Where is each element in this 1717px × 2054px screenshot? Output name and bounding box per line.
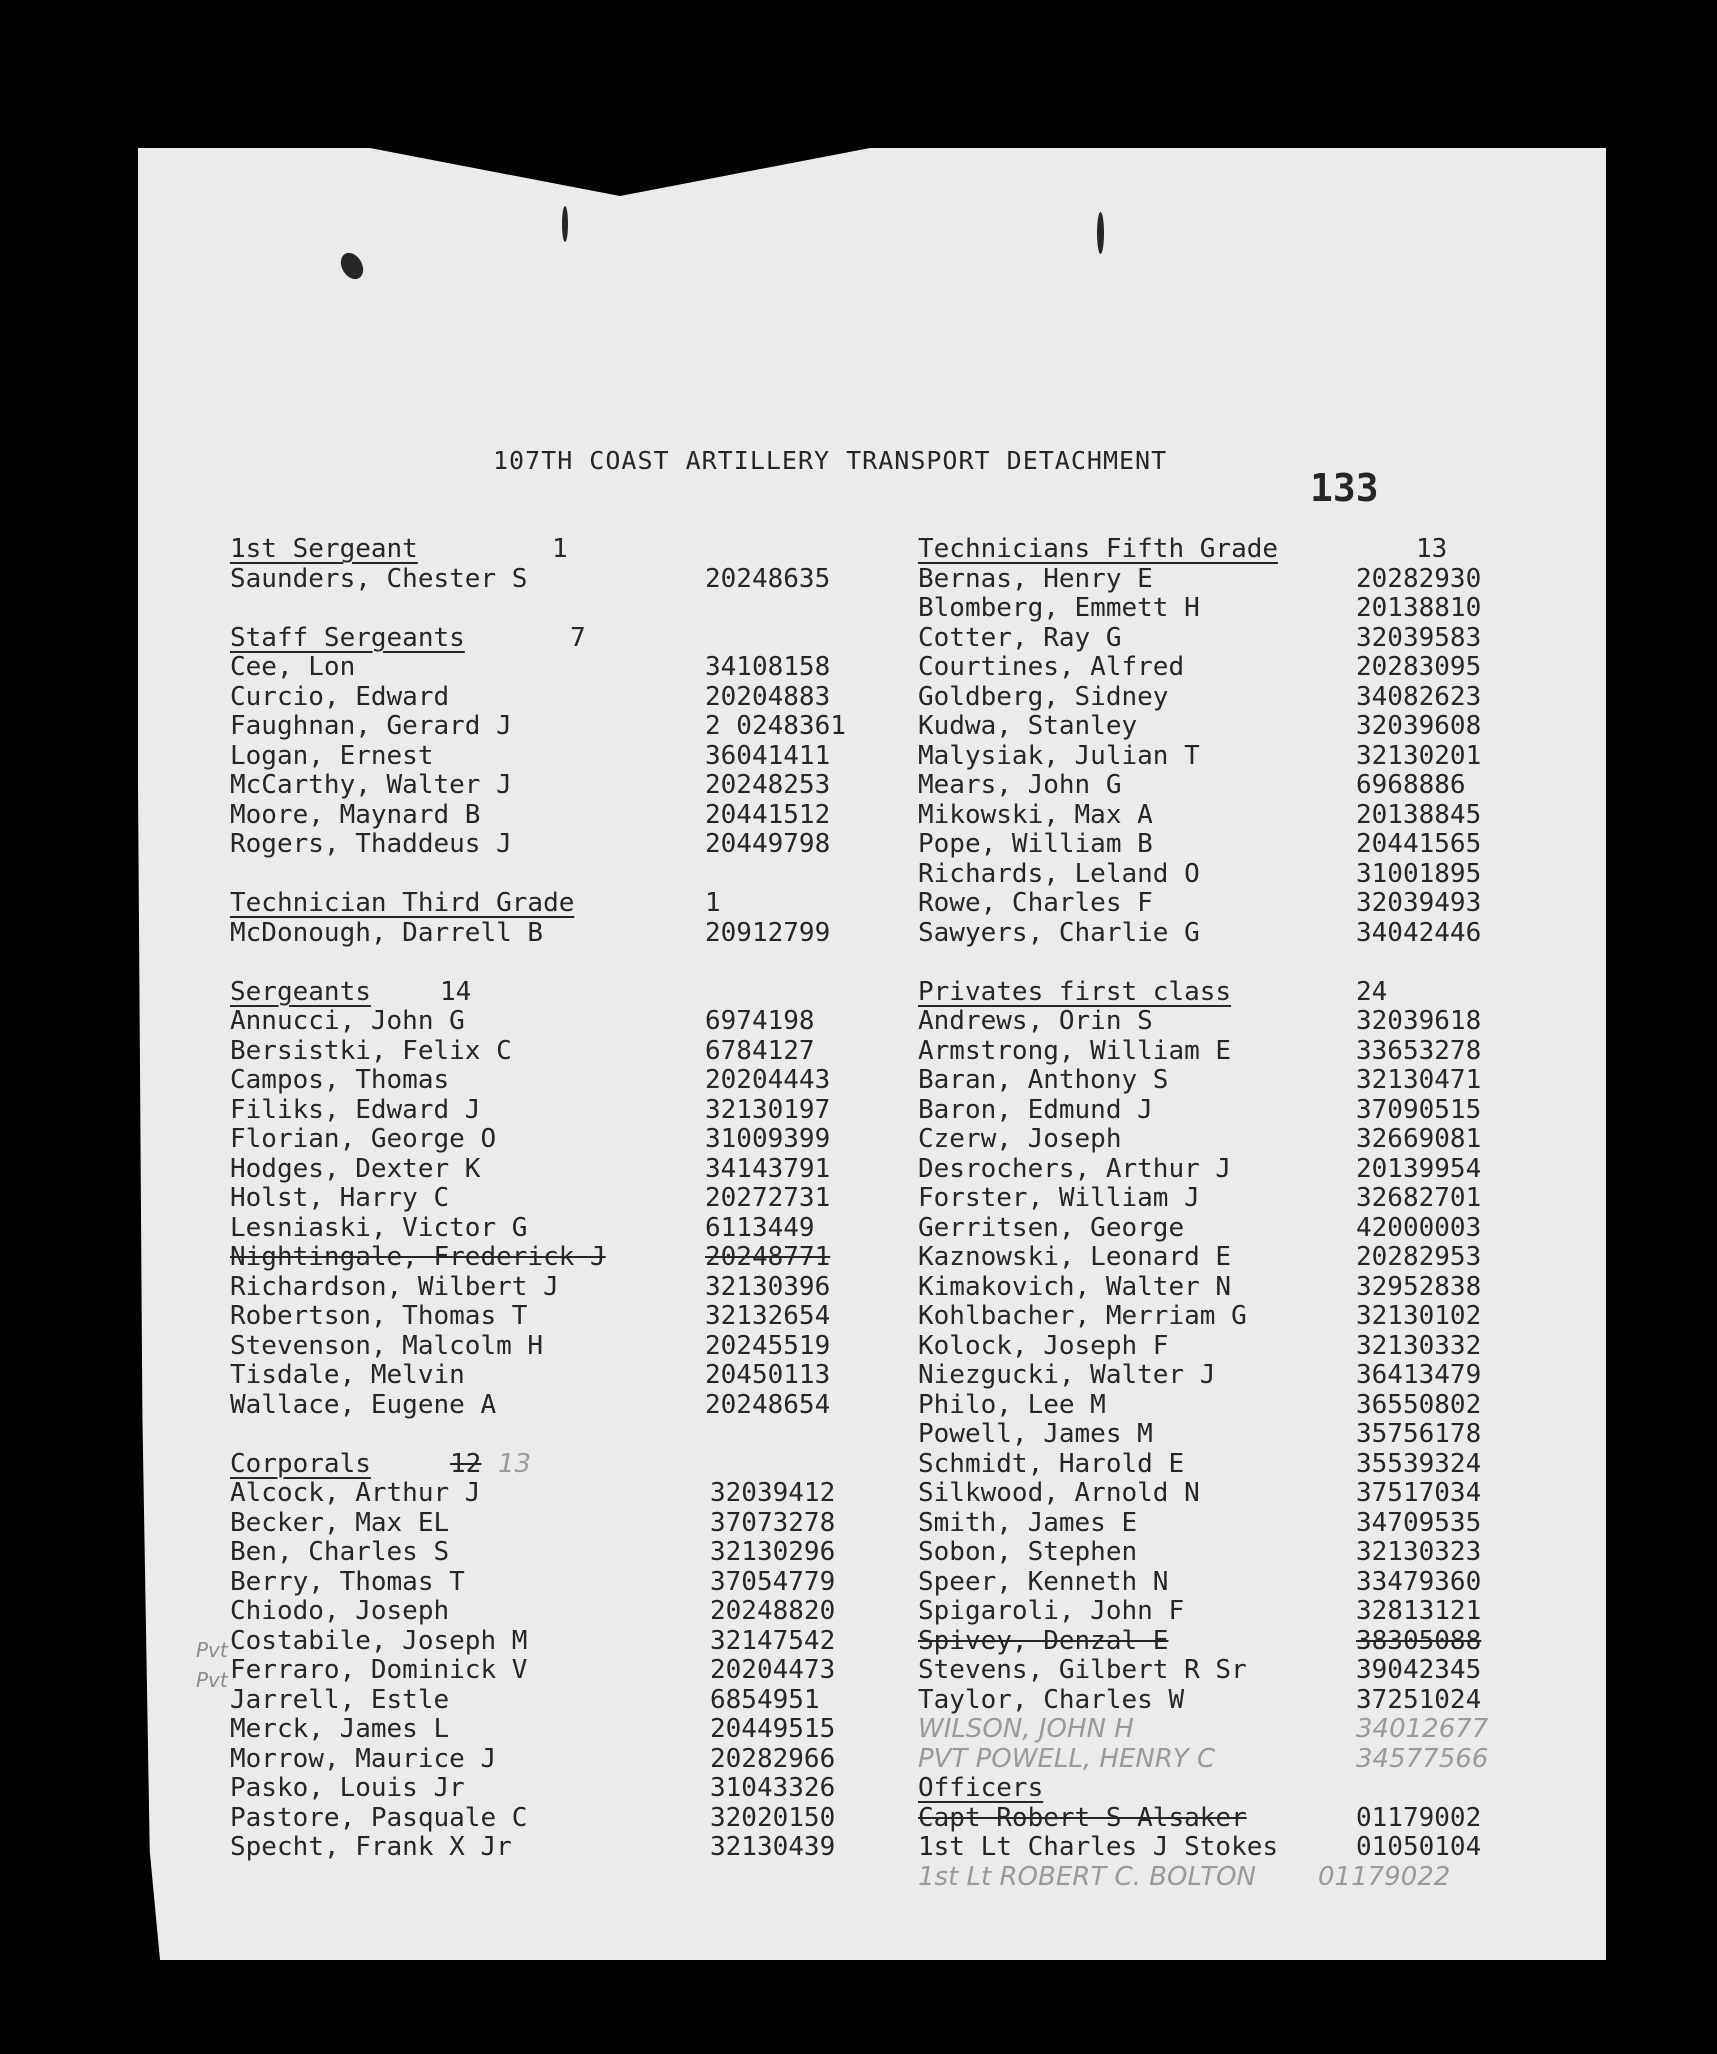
list-item [918,653,1568,683]
serial-number: 32147542 [710,1625,836,1656]
section-title: Technicians Fifth Grade [918,534,1279,564]
list-item [230,1656,890,1686]
list-item [230,1096,890,1126]
serial-number: 31009399 [705,1124,831,1154]
name: Filiks, Edward J [230,1094,481,1125]
list-item [918,1125,1568,1155]
section-heading [918,1774,1568,1804]
name: Hodges, Dexter K [230,1153,481,1184]
serial-number: 31043326 [710,1773,836,1803]
serial-number: 20449515 [710,1714,836,1744]
name: Speer, Kenneth N [918,1566,1169,1597]
list-item [918,1214,1568,1244]
serial-number: 36413479 [1356,1360,1482,1390]
name: Cee, Lon [230,652,356,682]
serial-number: 32813121 [1356,1596,1482,1626]
ink-mark [1097,212,1104,254]
list-item [230,830,890,860]
list-item [230,1597,890,1627]
name: Silkwood, Arnold N [918,1478,1200,1508]
list-item [918,1627,1568,1657]
serial-number: 34577566 [1356,1743,1489,1774]
serial-number: 32130471 [1356,1065,1482,1095]
name: Cotter, Ray G [918,622,1122,653]
list-item [918,1391,1568,1421]
list-item [918,565,1568,595]
name: PVT POWELL, HENRY C [918,1743,1216,1774]
serial-number: 39042345 [1356,1655,1482,1685]
list-item [230,771,890,801]
name: Logan, Ernest [230,740,434,771]
name: Berry, Thomas T [230,1566,465,1597]
name: Andrews, Orin S [918,1006,1153,1036]
name: Mears, John G [918,770,1122,800]
name: Annucci, John G [230,1006,465,1036]
name: McDonough, Darrell B [230,917,544,948]
serial-number: 37073278 [710,1507,836,1538]
section-heading [230,624,890,654]
list-item [918,594,1568,624]
handwritten-entry [918,1745,1568,1775]
serial-number: 20138845 [1356,799,1482,830]
section-heading [230,1450,890,1480]
name: McCarthy, Walter J [230,770,512,800]
section-title: Officers [918,1773,1044,1803]
serial-number: 20248635 [705,563,831,594]
name: Ferraro, Dominick V [230,1655,528,1685]
name: Smith, James E [918,1507,1138,1538]
list-item [918,712,1568,742]
serial-number: 34012677 [1356,1714,1489,1744]
list-item [918,1007,1568,1037]
section-count: 24 [1356,976,1388,1007]
serial-number: 32130323 [1356,1537,1482,1567]
serial-number: 32039493 [1356,888,1482,918]
section-count: 14 [440,976,472,1007]
name: Jarrell, Estle [230,1684,450,1715]
list-item [230,1332,890,1362]
section-count: 7 [570,622,586,653]
name: Kaznowski, Leonard E [918,1242,1232,1272]
name: Morrow, Maurice J [230,1743,497,1774]
serial-number: 6974198 [705,1006,815,1036]
list-item [918,771,1568,801]
pvt-note: Pvt [196,1638,228,1662]
serial-number: 6784127 [705,1035,815,1066]
section-heading [918,978,1568,1008]
name: Niezgucki, Walter J [918,1360,1216,1390]
list-item [230,801,890,831]
name: Robertson, Thomas T [230,1301,528,1331]
list-item [918,1361,1568,1391]
name: 1st Lt Charles J Stokes [918,1832,1279,1862]
serial-number: 20248253 [705,770,831,800]
spacer [230,948,890,978]
serial-number: 01179022 [1318,1861,1451,1892]
list-item [918,624,1568,654]
name: Tisdale, Melvin [230,1360,465,1390]
serial-number: 32039618 [1356,1006,1482,1036]
serial-number: 32039412 [710,1478,836,1508]
name: Holst, Harry C [230,1183,450,1213]
spacer [918,948,1568,978]
name: WILSON, JOHN H [918,1714,1134,1744]
serial-number: 37517034 [1356,1478,1482,1508]
spacer [230,1420,890,1450]
serial-number: 20282930 [1356,563,1482,594]
name: Florian, George O [230,1124,497,1154]
pvt-note: Pvt [196,1668,228,1692]
list-item [918,1686,1568,1716]
name: Capt Robert S Alsaker [918,1802,1247,1833]
serial-number: 32130396 [705,1271,831,1302]
serial-number: 34709535 [1356,1507,1482,1538]
list-item [230,1273,890,1303]
serial-number: 20449798 [705,829,831,859]
name: Costabile, Joseph M [230,1625,528,1656]
list-item [230,1774,890,1804]
ink-mark [562,206,568,242]
list-item [918,1273,1568,1303]
serial-number: 32020150 [710,1802,836,1833]
list-item [230,1184,890,1214]
list-item [230,1833,890,1863]
section-count: 1 [552,534,568,564]
section-count: 1 [705,888,721,918]
list-item [918,1833,1568,1863]
list-item [918,1037,1568,1067]
name: Campos, Thomas [230,1065,450,1095]
serial-number: 37054779 [710,1566,836,1597]
serial-number: 35756178 [1356,1419,1482,1449]
handwritten-entry [918,1715,1568,1745]
list-item [230,712,890,742]
serial-number: 32130201 [1356,740,1482,771]
list-item [918,1479,1568,1509]
serial-number: 37251024 [1356,1684,1482,1715]
spacer [230,594,890,624]
name: Desrochers, Arthur J [918,1153,1232,1184]
name: Philo, Lee M [918,1389,1106,1420]
name: Blomberg, Emmett H [918,593,1200,623]
serial-number: 20245519 [705,1330,831,1361]
section-heading [230,889,890,919]
section-title: Staff Sergeants [230,622,465,653]
list-item [230,1214,890,1244]
serial-number: 20450113 [705,1360,831,1390]
list-item [918,742,1568,772]
list-item [230,919,890,949]
section-count: 12 [450,1448,482,1479]
serial-number: 32130439 [710,1832,836,1862]
list-item [230,653,890,683]
list-item [230,1745,890,1775]
list-item [918,860,1568,890]
list-item [230,1715,890,1745]
list-item [918,1804,1568,1834]
name: Armstrong, William E [918,1035,1232,1066]
serial-number: 20441512 [705,799,831,830]
section-heading [230,535,890,565]
list-item [230,1509,890,1539]
serial-number: 20138810 [1356,593,1482,623]
handwritten-entry [918,1863,1568,1893]
list-item [918,801,1568,831]
list-item [918,1656,1568,1686]
spacer [230,860,890,890]
name: Bernas, Henry E [918,563,1153,594]
list-item [230,1479,890,1509]
name: Sobon, Stephen [918,1537,1138,1567]
serial-number: 20248820 [710,1596,836,1626]
name: Baron, Edmund J [918,1094,1153,1125]
list-item [230,1155,890,1185]
serial-number: 32132654 [705,1301,831,1331]
torn-corner [370,148,870,196]
serial-number: 33479360 [1356,1566,1482,1597]
serial-number: 36041411 [705,740,831,771]
serial-number: 31001895 [1356,858,1482,889]
serial-number: 20441565 [1356,829,1482,859]
serial-number: 20248654 [705,1389,831,1420]
list-item [230,1568,890,1598]
right-column [918,535,1568,1892]
name: Ben, Charles S [230,1537,450,1567]
serial-number: 20139954 [1356,1153,1482,1184]
name: Kimakovich, Walter N [918,1271,1232,1302]
list-item [230,1627,890,1657]
list-item [918,919,1568,949]
name: Curcio, Edward [230,681,450,712]
list-item [230,1686,890,1716]
list-item [230,1302,890,1332]
list-item [230,1007,890,1037]
name: Courtines, Alfred [918,652,1185,682]
serial-number: 20912799 [705,917,831,948]
name: Sawyers, Charlie G [918,917,1200,948]
serial-number: 32682701 [1356,1183,1482,1213]
list-item [918,1184,1568,1214]
serial-number: 38305088 [1356,1625,1482,1656]
name: Saunders, Chester S [230,563,528,594]
left-column [230,535,890,1863]
list-item [918,1096,1568,1126]
serial-number: 20282953 [1356,1242,1482,1272]
list-item [230,1243,890,1273]
name: Mikowski, Max A [918,799,1153,830]
name: Spivey, Denzal E [918,1625,1169,1656]
name: Malysiak, Julian T [918,740,1200,771]
serial-number: 20204473 [710,1655,836,1685]
serial-number: 20282966 [710,1743,836,1774]
serial-number: 32039583 [1356,622,1482,653]
section-title: Technician Third Grade [230,888,575,918]
serial-number: 6968886 [1356,770,1466,800]
name: Becker, Max EL [230,1507,450,1538]
serial-number: 32130296 [710,1537,836,1567]
serial-number: 34042446 [1356,917,1482,948]
list-item [230,565,890,595]
name: Chiodo, Joseph [230,1596,450,1626]
serial-number: 36550802 [1356,1389,1482,1420]
section-heading [230,978,890,1008]
list-item [230,1804,890,1834]
list-item [918,1302,1568,1332]
name: Alcock, Arthur J [230,1478,481,1508]
serial-number: 32130332 [1356,1330,1482,1361]
serial-number: 20248771 [705,1242,831,1272]
serial-number: 35539324 [1356,1448,1482,1479]
list-item [918,830,1568,860]
serial-number: 32130197 [705,1094,831,1125]
list-item [230,742,890,772]
name: Pasko, Louis Jr [230,1773,465,1803]
serial-number: 42000003 [1356,1212,1482,1243]
name: Bersistki, Felix C [230,1035,512,1066]
serial-number: 01050104 [1356,1832,1482,1862]
serial-number: 20204443 [705,1065,831,1095]
serial-number: 32039608 [1356,711,1482,741]
name: Forster, William J [918,1183,1200,1213]
list-item [918,1597,1568,1627]
name: Baran, Anthony S [918,1065,1169,1095]
serial-number: 32952838 [1356,1271,1482,1302]
name: Spigaroli, John F [918,1596,1185,1626]
serial-number: 2 0248361 [705,711,846,741]
serial-number: 20283095 [1356,652,1482,682]
name: Rogers, Thaddeus J [230,829,512,859]
list-item [918,889,1568,919]
name: Rowe, Charles F [918,888,1153,918]
list-item [918,1066,1568,1096]
list-item [230,1538,890,1568]
name: Richardson, Wilbert J [230,1271,559,1302]
page-number: 133 [1310,466,1379,510]
section-heading [918,535,1568,565]
list-item [230,1361,890,1391]
section-count-handwritten: 13 [498,1448,532,1479]
serial-number: 20204883 [705,681,831,712]
section-title: Sergeants [230,976,371,1007]
list-item [230,1125,890,1155]
section-count: 13 [1416,534,1448,564]
serial-number: 20272731 [705,1183,831,1213]
serial-number: 6854951 [710,1684,820,1715]
name: Pope, William B [918,829,1153,859]
list-item [918,1243,1568,1273]
name: Merck, James L [230,1714,450,1744]
name: Lesniaski, Victor G [230,1212,528,1243]
serial-number: 32130102 [1356,1301,1482,1331]
list-item [230,1066,890,1096]
list-item [230,1037,890,1067]
name: Wallace, Eugene A [230,1389,497,1420]
name: Moore, Maynard B [230,799,481,830]
name: Kolock, Joseph F [918,1330,1169,1361]
name: Goldberg, Sidney [918,681,1169,712]
name: Schmidt, Harold E [918,1448,1185,1479]
list-item [918,683,1568,713]
section-title: Privates first class [918,976,1232,1007]
serial-number: 34108158 [705,652,831,682]
list-item [230,1391,890,1421]
list-item [918,1450,1568,1480]
list-item [230,683,890,713]
section-title: Corporals [230,1448,371,1479]
serial-number: 6113449 [705,1212,815,1243]
name: Taylor, Charles W [918,1684,1185,1715]
list-item [918,1509,1568,1539]
serial-number: 34082623 [1356,681,1482,712]
name: Kudwa, Stanley [918,711,1138,741]
name: Gerritsen, George [918,1212,1185,1243]
name: Powell, James M [918,1419,1153,1449]
list-item [918,1155,1568,1185]
name: Pastore, Pasquale C [230,1802,528,1833]
name: Richards, Leland O [918,858,1200,889]
section-title: 1st Sergeant [230,534,418,564]
name: Kohlbacher, Merriam G [918,1301,1247,1331]
page-title: 107TH COAST ARTILLERY TRANSPORT DETACHMENT [493,446,1168,475]
serial-number: 32669081 [1356,1124,1482,1154]
name: Faughnan, Gerard J [230,711,512,741]
serial-number: 33653278 [1356,1035,1482,1066]
name: Nightingale, Frederick J [230,1242,606,1272]
list-item [918,1420,1568,1450]
name: Stevenson, Malcolm H [230,1330,544,1361]
serial-number: 01179002 [1356,1802,1482,1833]
serial-number: 34143791 [705,1153,831,1184]
serial-number: 37090515 [1356,1094,1482,1125]
list-item [918,1538,1568,1568]
name: Stevens, Gilbert R Sr [918,1655,1247,1685]
list-item [918,1332,1568,1362]
name: Specht, Frank X Jr [230,1832,512,1862]
name: Czerw, Joseph [918,1124,1122,1154]
name: 1st Lt ROBERT C. BOLTON [918,1861,1256,1892]
list-item [918,1568,1568,1598]
